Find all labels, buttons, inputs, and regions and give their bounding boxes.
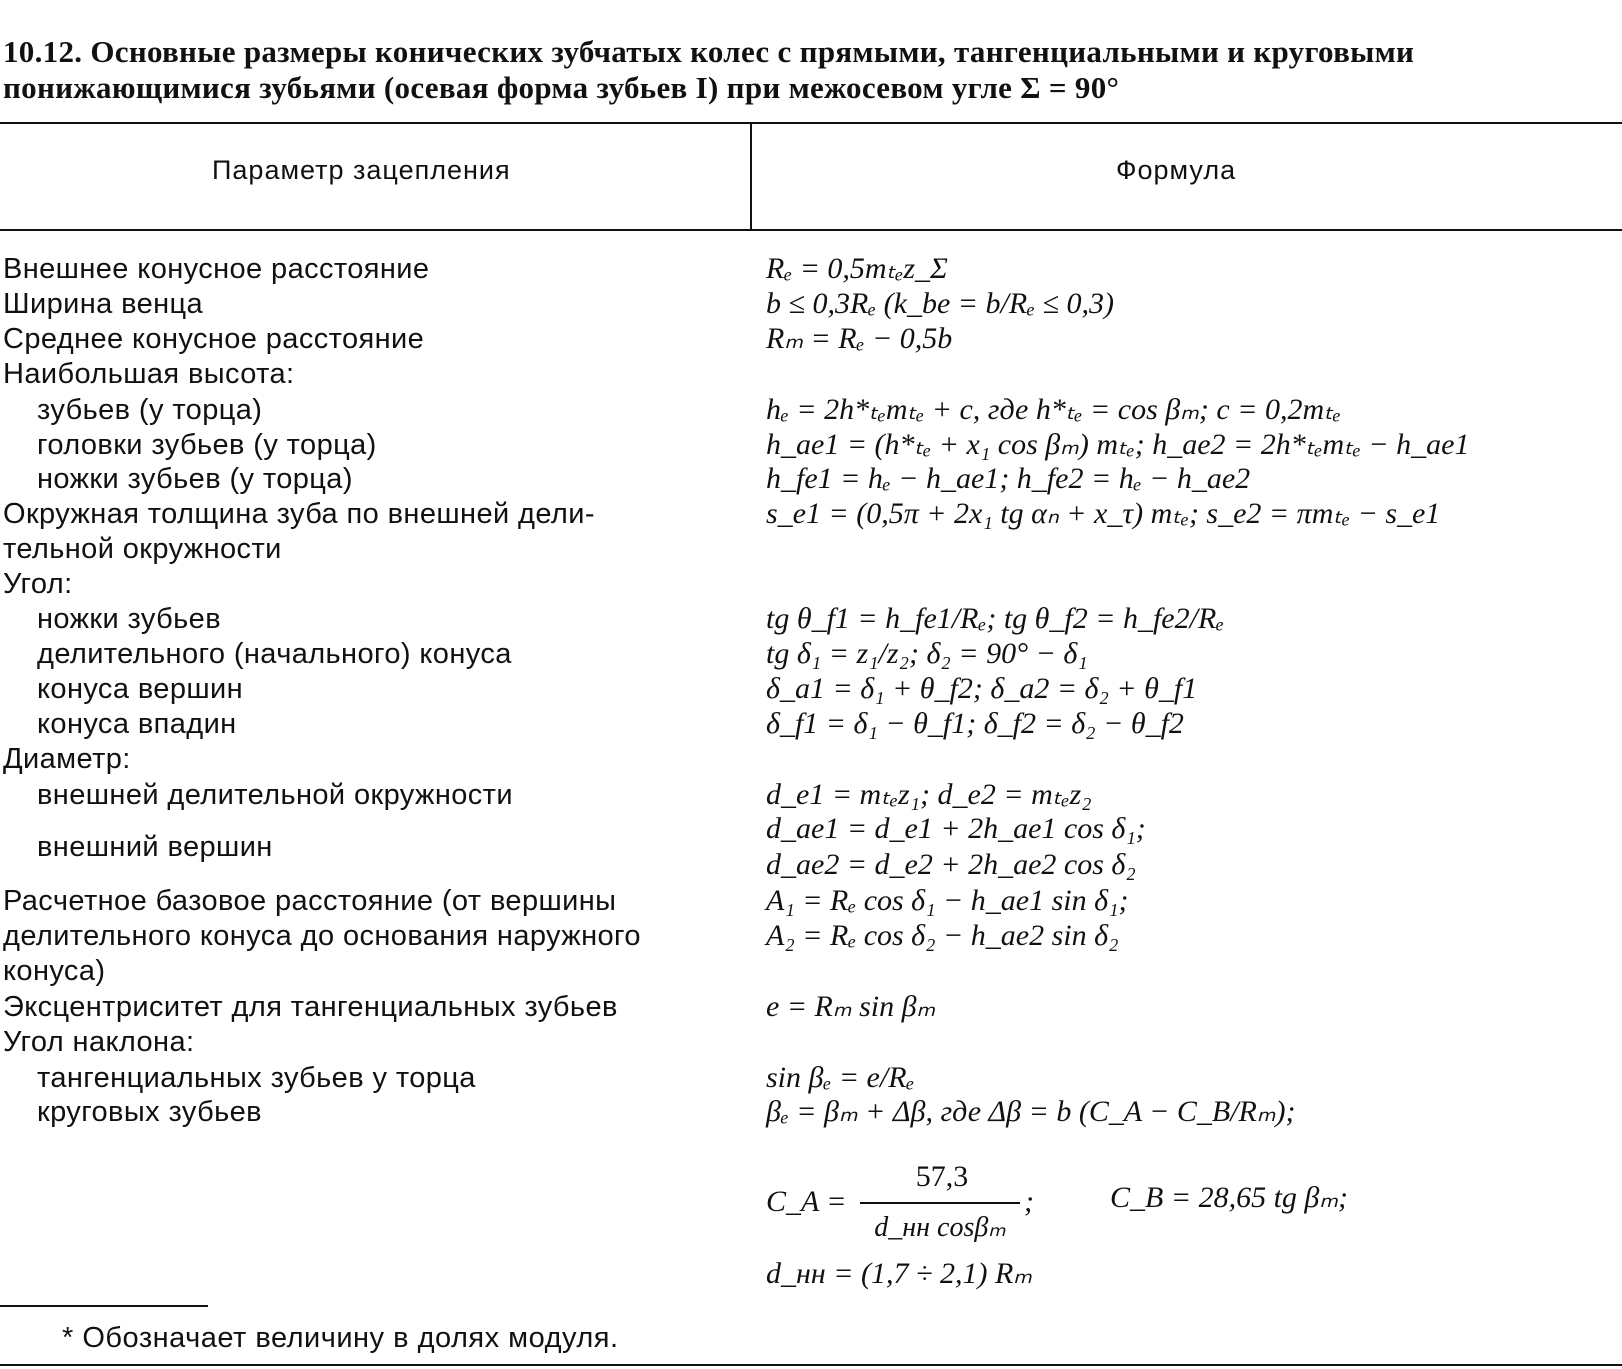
parameter-cell: конуса) — [3, 955, 106, 987]
parameter-cell: ножки зубьев (у торца) — [37, 463, 353, 495]
table-row — [0, 1061, 1622, 1095]
column-header-parameter: Параметр зацепления — [212, 155, 511, 185]
ca-semicolon: ; — [1024, 1185, 1034, 1218]
parameter-cell: конуса вершин — [37, 673, 244, 705]
parameter-cell: Угол наклона: — [3, 1026, 195, 1058]
dnn-formula: d_нн = (1,7 ÷ 2,1) Rₘ — [766, 1257, 1032, 1290]
title-line-1: 10.12. Основные размеры конических зубчатых колес с прямыми, тангенциальными и круговыми — [3, 34, 1415, 69]
formula-cell: βₑ = βₘ + Δβ, где Δβ = b (C_A − C_B/Rₘ); — [766, 1095, 1296, 1128]
ca-denominator: d_нн cosβₘ — [874, 1212, 1006, 1243]
table-row — [0, 497, 1622, 531]
parameter-cell: конуса впадин — [37, 708, 237, 740]
parameter-cell: ножки зубьев — [37, 603, 222, 635]
formula-cell: Rₘ = Rₑ − 0,5b — [766, 322, 953, 355]
header-divider — [750, 122, 752, 230]
column-header-formula: Формула — [1116, 155, 1237, 185]
table-row — [0, 393, 1622, 427]
parameter-cell: круговых зубьев — [37, 1096, 262, 1128]
page-bottom-rule — [0, 1364, 1622, 1366]
parameter-cell: Среднее конусное расстояние — [3, 323, 425, 355]
formula-cell: s_e1 = (0,5π + 2x₁ tg αₙ + x_τ) mₜₑ; s_e2 = πmₜₑ − s_e1 — [766, 497, 1441, 530]
table-row — [0, 252, 1622, 286]
formula-cell: δ_f1 = δ₁ − θ_f1; δ_f2 = δ₂ − θ_f2 — [766, 707, 1184, 740]
footnote-rule — [0, 1305, 208, 1307]
parameter-cell: Наибольшая высота: — [3, 358, 295, 390]
parameter-cell: Угол: — [3, 568, 73, 600]
formula-cell: d_ae1 = d_e1 + 2h_ae1 cos δ₁; — [766, 812, 1146, 845]
table-row — [0, 672, 1622, 706]
parameter-cell: делительного (начального) конуса — [37, 638, 512, 670]
table-row — [0, 462, 1622, 496]
table-row — [0, 357, 1622, 391]
header-bottom-rule — [0, 229, 1622, 231]
formula-cell: hₑ = 2h*ₜₑmₜₑ + c, где h*ₜₑ = cos βₘ; c = 0,2mₜₑ — [766, 393, 1341, 426]
formula-cell: δ_a1 = δ₁ + θ_f2; δ_a2 = δ₂ + θ_f1 — [766, 672, 1198, 705]
cb-formula: C_B = 28,65 tg βₘ; — [1110, 1181, 1349, 1214]
parameter-cell: Диаметр: — [3, 743, 131, 775]
table-row — [0, 287, 1622, 321]
formula-cell: b ≤ 0,3Rₑ (k_be = b/Rₑ ≤ 0,3) — [766, 287, 1115, 320]
formula-cell: A₂ = Rₑ cos δ₂ − h_ae2 sin δ₂ — [766, 919, 1119, 952]
table-row — [0, 778, 1622, 812]
formula-cell: A₁ = Rₑ cos δ₁ − h_ae1 sin δ₁; — [766, 884, 1129, 917]
table-row — [0, 919, 1622, 953]
parameter-cell: тельной окружности — [3, 533, 282, 565]
table-row — [0, 637, 1622, 671]
table-row — [0, 428, 1622, 462]
table-row — [0, 322, 1622, 356]
parameter-cell: делительного конуса до основания наружного — [3, 920, 641, 952]
formula-cell: h_fe1 = hₑ − h_ae1; h_fe2 = hₑ − h_ae2 — [766, 462, 1251, 495]
footnote: * Обозначает величину в долях модуля. — [62, 1322, 619, 1354]
ca-lhs: C_A = — [766, 1185, 847, 1218]
table-row — [0, 990, 1622, 1024]
table-row — [0, 884, 1622, 918]
table-row — [0, 567, 1622, 601]
formula-cell: tg θ_f1 = h_fe1/Rₑ; tg θ_f2 = h_fe2/Rₑ — [766, 602, 1225, 635]
formula-cell: d_ae2 = d_e2 + 2h_ae2 cos δ₂ — [766, 848, 1136, 881]
formula-cell: e = Rₘ sin βₘ — [766, 990, 936, 1023]
parameter-cell: Эксцентриситет для тангенциальных зубьев — [3, 991, 618, 1023]
formula-cell: sin βₑ = e/Rₑ — [766, 1061, 915, 1094]
parameter-cell: Ширина венца — [3, 288, 204, 320]
formula-cell: Rₑ = 0,5mₜₑz_Σ — [766, 252, 948, 285]
table-top-rule — [0, 122, 1622, 124]
table-row — [0, 707, 1622, 741]
table-row — [0, 1095, 1622, 1129]
ca-fraction-bar — [860, 1202, 1020, 1204]
formula-cell: d_e1 = mₜₑz₁; d_e2 = mₜₑz₂ — [766, 778, 1092, 811]
formula-cell: tg δ₁ = z₁/z₂; δ₂ = 90° − δ₁ — [766, 637, 1088, 670]
parameter-cell: зубьев (у торца) — [37, 394, 263, 426]
table-row — [0, 532, 1622, 566]
parameter-cell: Окружная толщина зуба по внешней дели- — [3, 498, 595, 530]
parameter-cell: Расчетное базовое расстояние (от вершины — [3, 885, 617, 917]
parameter-cell: тангенциальных зубьев у торца — [37, 1062, 476, 1094]
parameter-cell: внешний вершин — [37, 831, 273, 863]
table-row — [0, 954, 1622, 988]
table-row — [0, 1025, 1622, 1059]
parameter-cell: внешней делительной окружности — [37, 779, 513, 811]
table-row — [0, 602, 1622, 636]
table-row — [0, 742, 1622, 776]
parameter-cell: Внешнее конусное расстояние — [3, 253, 430, 285]
ca-numerator: 57,3 — [915, 1160, 969, 1193]
table-row — [0, 848, 1622, 882]
formula-cell: h_ae1 = (h*ₜₑ + x₁ cos βₘ) mₜₑ; h_ae2 = 2h*ₜₑmₜₑ − h_ae1 — [766, 428, 1470, 461]
title-line-2: понижающимися зубьями (осевая форма зубьев I) при межосевом угле Σ = 90° — [3, 70, 1120, 105]
table-title — [3, 34, 1603, 106]
parameter-cell: головки зубьев (у торца) — [37, 429, 377, 461]
